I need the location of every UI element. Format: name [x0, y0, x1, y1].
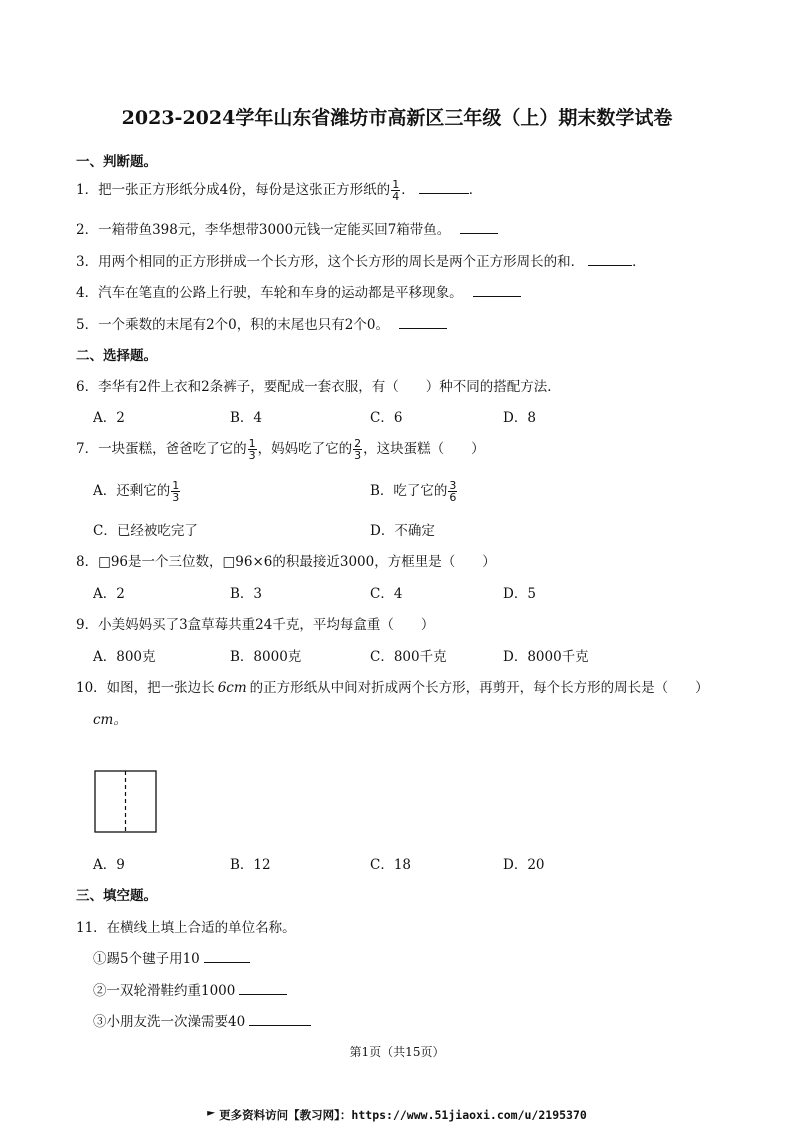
fraction: $\frac{2}{3}$: [354, 437, 362, 462]
option-a[interactable]: A．9: [93, 857, 125, 873]
answer-blank[interactable]: [399, 316, 447, 329]
answer-blank[interactable]: [419, 181, 469, 194]
fraction: $\frac{1}{3}$: [248, 437, 256, 462]
question-7: 7．一块蛋糕，爸爸吃了它的 $\frac{1}{3}$ ，妈妈吃了它的 $\frac{2}{3}$ ，这块蛋糕（ ）: [76, 437, 485, 462]
answer-blank[interactable]: [473, 284, 521, 297]
option-c[interactable]: C．800千克: [370, 649, 447, 665]
option-b[interactable]: B．8000克: [230, 649, 302, 665]
question-10: 10．如图，把一张边长 6cm 的正方形纸从中间对折成两个长方形，再剪开，每个长方形的周长是（ ）: [76, 680, 709, 696]
fraction: $\frac{1}{3}$: [172, 479, 180, 504]
option-b[interactable]: B．4: [230, 410, 263, 426]
option-a[interactable]: A．2: [93, 586, 125, 602]
section-heading-fill: 三、填空题。: [76, 888, 157, 904]
option-d[interactable]: D．5: [503, 586, 536, 602]
option-c[interactable]: C．已经被吃完了: [93, 523, 198, 539]
option-c[interactable]: C．6: [370, 410, 403, 426]
option-d[interactable]: D．20: [503, 857, 545, 873]
question-11: 11．在横线上填上合适的单位名称。: [76, 920, 296, 936]
answer-blank[interactable]: [460, 221, 498, 234]
option-b[interactable]: B．12: [230, 857, 271, 873]
question-4: 4．汽车在笔直的公路上行驶，车轮和车身的运动都是平移现象。: [76, 281, 521, 301]
question-11-item: ①踢5个毽子用10: [93, 947, 250, 967]
question-1: 1．把一张正方形纸分成4份，每份是这张正方形纸的 $\frac{1}{4}$ ． ．: [76, 178, 483, 203]
option-b[interactable]: B．3: [230, 586, 263, 602]
flag-icon: [207, 1111, 215, 1119]
option-d[interactable]: D．不确定: [370, 523, 435, 539]
question-11-item: ③小朋友洗一次澡需要40: [93, 1010, 311, 1030]
question-2: 2．一箱带鱼398元，李华想带3000元钱一定能买回7箱带鱼。: [76, 218, 498, 238]
section-heading-judgement: 一、判断题。: [76, 154, 157, 170]
question-3: 3．用两个相同的正方形拼成一个长方形，这个长方形的周长是两个正方形周长的和． ．: [76, 254, 646, 270]
option-d[interactable]: D．8: [503, 410, 536, 426]
question-1-text: 1．把一张正方形纸分成4份，每份是这张正方形纸的: [76, 182, 391, 198]
page-title: 2023-2024学年山东省潍坊市高新区三年级（上）期末数学试卷: [121, 107, 673, 129]
option-a[interactable]: A．还剩它的 $\frac{1}{3}$: [93, 479, 180, 504]
answer-blank[interactable]: [204, 950, 250, 963]
question-6: 6．李华有2件上衣和2条裤子，要配成一套衣服，有（ ）种不同的搭配方法．: [76, 379, 561, 395]
option-d[interactable]: D．8000千克: [503, 649, 589, 665]
question-10-unit: cm。: [93, 712, 127, 728]
answer-blank[interactable]: [239, 982, 287, 995]
fraction: $\frac{3}{6}$: [449, 479, 457, 504]
section-heading-choice: 二、选择题。: [76, 348, 157, 364]
option-a[interactable]: A．2: [93, 410, 125, 426]
page-number: 第1页（共15页）: [349, 1045, 445, 1059]
footer-link[interactable]: 更多资料访问【教习网】：https://www.51jiaoxi.com/u/2195370: [0, 1107, 794, 1123]
option-a[interactable]: A．800克: [93, 649, 156, 665]
question-11-item: ②一双轮滑鞋约重1000: [93, 979, 287, 999]
folded-square-figure: [94, 770, 158, 834]
question-5: 5．一个乘数的末尾有2个0，积的末尾也只有2个0。: [76, 313, 447, 333]
option-c[interactable]: C．18: [370, 857, 412, 873]
question-9: 9．小美妈妈买了3盒草莓共重24千克，平均每盒重（ ）: [76, 617, 435, 633]
fraction: $\frac{1}{4}$: [392, 178, 400, 203]
answer-blank[interactable]: [588, 253, 632, 266]
option-b[interactable]: B．吃了它的 $\frac{3}{6}$: [370, 479, 457, 504]
answer-blank[interactable]: [249, 1013, 311, 1026]
question-8: 8．□96是一个三位数，□96×6的积最接近3000，方框里是（ ）: [76, 554, 496, 570]
option-c[interactable]: C．4: [370, 586, 403, 602]
